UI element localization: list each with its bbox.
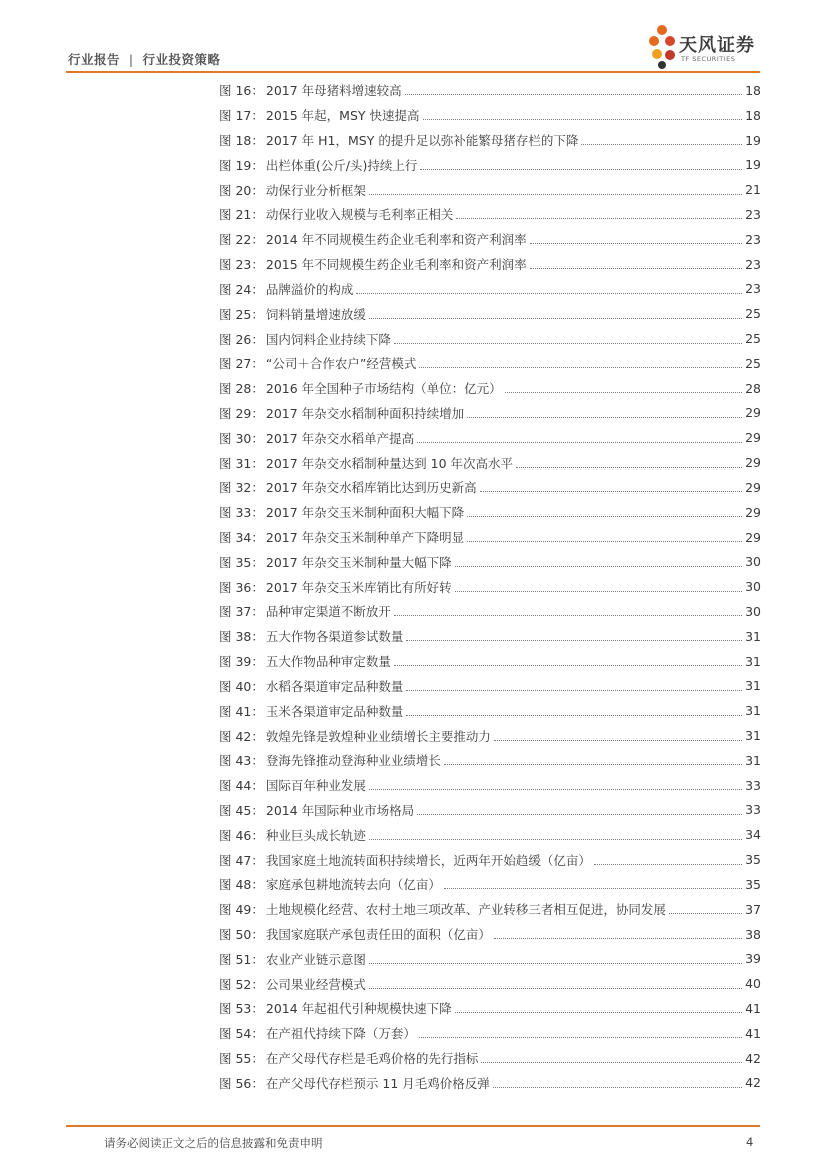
toc-entry[interactable] (219, 773, 761, 798)
toc-figure-title: 2014 年不同规模生药企业毛利率和资产利润率 (265, 232, 527, 248)
toc-dot-leader (455, 590, 742, 592)
toc-page-number: 37 (745, 901, 761, 917)
report-type: 行业报告 (68, 52, 121, 67)
toc-dot-leader (467, 515, 742, 517)
toc-dot-leader (369, 317, 742, 319)
toc-figure-title: 2017 年杂交水稻制种面积持续增加 (265, 405, 465, 421)
toc-dot-leader (369, 838, 742, 840)
toc-entry[interactable] (219, 425, 761, 450)
toc-page-number: 28 (745, 380, 761, 396)
toc-entry[interactable] (219, 922, 761, 947)
toc-page-number: 23 (745, 231, 761, 247)
toc-figure-title: 2017 年杂交水稻单产提高 (265, 430, 415, 446)
toc-dot-leader (419, 366, 742, 368)
toc-figure-title: 家庭承包耕地流转去向（亿亩） (265, 877, 441, 893)
toc-dot-leader (406, 689, 742, 691)
toc-dot-leader (530, 267, 742, 269)
toc-entry[interactable] (219, 847, 761, 872)
toc-entry[interactable] (219, 401, 761, 426)
toc-entry[interactable] (219, 177, 761, 202)
toc-figure-title: 2017 年杂交玉米库销比有所好转 (265, 579, 452, 595)
toc-dot-leader (530, 242, 742, 244)
toc-figure-title: 2015 年不同规模生药企业毛利率和资产利润率 (265, 257, 527, 273)
toc-entry[interactable] (219, 1071, 761, 1096)
toc-entry[interactable] (219, 376, 761, 401)
toc-entry[interactable] (219, 748, 761, 773)
toc-figure-title: 公司果业经营模式 (265, 976, 366, 992)
toc-figure-label: 图 39： (219, 654, 264, 670)
toc-figure-label: 图 44： (219, 778, 264, 794)
toc-figure-title: 2015 年起，MSY 快速提高 (265, 108, 420, 124)
toc-dot-leader (406, 639, 742, 641)
toc-entry[interactable] (219, 525, 761, 550)
toc-figure-title: 2017 年杂交玉米制种面积大幅下降 (265, 505, 465, 521)
toc-entry[interactable] (219, 872, 761, 897)
toc-page-number: 21 (745, 182, 761, 198)
toc-figure-label: 图 33： (219, 505, 264, 521)
toc-page-number: 29 (745, 455, 761, 471)
toc-dot-leader (444, 763, 742, 765)
toc-figure-label: 图 26： (219, 331, 264, 347)
toc-figure-title: 品牌溢价的构成 (265, 281, 354, 297)
page-header (0, 0, 827, 80)
toc-entry[interactable] (219, 500, 761, 525)
toc-figure-label: 图 38： (219, 629, 264, 645)
toc-entry[interactable] (219, 897, 761, 922)
toc-figure-title: 种业巨头成长轨迹 (265, 827, 366, 843)
toc-figure-label: 图 41： (219, 703, 264, 719)
toc-dot-leader (394, 664, 742, 666)
toc-figure-label: 图 51： (219, 951, 264, 967)
toc-figure-title: 2014 年起祖代引种规模快速下降 (265, 1001, 452, 1017)
header-divider (66, 71, 760, 73)
toc-entry[interactable] (219, 599, 761, 624)
toc-dot-leader (594, 863, 742, 865)
toc-page-number: 31 (745, 752, 761, 768)
toc-figure-title: 2016 年全国种子市场结构（单位：亿元） (265, 381, 502, 397)
toc-dot-leader (505, 391, 742, 393)
toc-figure-label: 图 56： (219, 1075, 264, 1091)
toc-figure-label: 图 47： (219, 852, 264, 868)
toc-entry[interactable] (219, 798, 761, 823)
toc-figure-title: 出栏体重(公斤/头)持续上行 (265, 157, 418, 173)
toc-figure-label: 图 43： (219, 753, 264, 769)
toc-dot-leader (481, 1061, 742, 1063)
toc-entry[interactable] (219, 128, 761, 153)
toc-figure-title: 品种审定渠道不断放开 (265, 604, 391, 620)
toc-dot-leader (456, 217, 742, 219)
toc-page-number: 38 (745, 926, 761, 942)
toc-dot-leader (494, 937, 742, 939)
toc-figure-label: 图 36： (219, 579, 264, 595)
toc-figure-title: 在产祖代持续下降（万套） (265, 1026, 416, 1042)
toc-figure-title: 动保行业收入规模与毛利率正相关 (265, 207, 454, 223)
toc-figure-title: 动保行业分析框架 (265, 182, 366, 198)
toc-page-number: 42 (745, 1075, 761, 1091)
footer-disclaimer: 请务必阅读正文之后的信息披露和免责申明 (104, 1136, 323, 1150)
toc-page-number: 29 (745, 529, 761, 545)
toc-figure-title: 国际百年种业发展 (265, 778, 366, 794)
toc-page-number: 19 (745, 157, 761, 173)
toc-figure-title: 饲料销量增速放缓 (265, 306, 366, 322)
header-separator: | (128, 52, 134, 67)
logo-english-name: TF SECURITIES (681, 55, 736, 63)
toc-figure-title: 国内饲料企业持续下降 (265, 331, 391, 347)
toc-figure-title: 五大作物各渠道参试数量 (265, 629, 404, 645)
toc-figure-label: 图 29： (219, 405, 264, 421)
toc-figure-label: 图 31： (219, 455, 264, 471)
toc-figure-title: 水稻各渠道审定品种数量 (265, 678, 404, 694)
toc-entry[interactable] (219, 946, 761, 971)
toc-dot-leader (406, 714, 742, 716)
toc-figure-label: 图 52： (219, 976, 264, 992)
toc-figure-label: 图 20： (219, 182, 264, 198)
toc-figure-label: 图 32： (219, 480, 264, 496)
toc-dot-leader (394, 614, 742, 616)
toc-page-number: 41 (745, 1025, 761, 1041)
toc-figure-title: 2017 年 H1，MSY 的提升足以弥补能繁母猪存栏的下降 (265, 133, 579, 149)
toc-figure-title: 在产父母代存栏是毛鸡价格的先行指标 (265, 1051, 479, 1067)
toc-entry[interactable] (219, 996, 761, 1021)
toc-page-number: 29 (745, 504, 761, 520)
toc-figure-label: 图 53： (219, 1001, 264, 1017)
toc-figure-title: 农业产业链示意图 (265, 951, 366, 967)
toc-figure-label: 图 46： (219, 827, 264, 843)
toc-figure-label: 图 34： (219, 530, 264, 546)
figure-table-of-contents (219, 78, 761, 1095)
footer-page-number: 4 (746, 1135, 754, 1149)
toc-dot-leader (369, 987, 742, 989)
toc-page-number: 29 (745, 430, 761, 446)
toc-dot-leader (467, 540, 742, 542)
toc-page-number: 39 (745, 951, 761, 967)
toc-page-number: 31 (745, 703, 761, 719)
toc-figure-label: 图 24： (219, 281, 264, 297)
toc-entry[interactable] (219, 202, 761, 227)
toc-page-number: 33 (745, 802, 761, 818)
toc-page-number: 18 (745, 107, 761, 123)
toc-page-number: 31 (745, 653, 761, 669)
toc-page-number: 30 (745, 603, 761, 619)
footer-divider (66, 1125, 760, 1127)
toc-dot-leader (669, 912, 742, 914)
tf-securities-logo (648, 22, 768, 72)
toc-figure-title: “公司＋合作农户”经营模式 (265, 356, 417, 372)
toc-figure-title: 登海先锋推动登海种业业绩增长 (265, 753, 441, 769)
report-category: 行业投资策略 (142, 52, 221, 67)
toc-dot-leader (356, 292, 742, 294)
toc-page-number: 34 (745, 827, 761, 843)
toc-page-number: 25 (745, 355, 761, 371)
toc-figure-title: 我国家庭联产承包责任田的面积（亿亩） (265, 927, 491, 943)
toc-entry[interactable] (219, 152, 761, 177)
toc-figure-label: 图 17： (219, 108, 264, 124)
toc-dot-leader (369, 788, 742, 790)
toc-entry[interactable] (219, 549, 761, 574)
toc-figure-title: 在产父母代存栏预示 11 月毛鸡价格反弹 (265, 1075, 490, 1091)
toc-dot-leader (369, 193, 742, 195)
toc-page-number: 23 (745, 206, 761, 222)
toc-page-number: 35 (745, 852, 761, 868)
toc-page-number: 23 (745, 281, 761, 297)
logo-flower-icon (648, 22, 680, 72)
toc-page-number: 19 (745, 132, 761, 148)
toc-figure-label: 图 50： (219, 927, 264, 943)
toc-dot-leader (417, 813, 742, 815)
toc-figure-title: 2017 年杂交水稻库销比达到历史新高 (265, 480, 477, 496)
toc-figure-label: 图 23： (219, 257, 264, 273)
toc-dot-leader (581, 143, 742, 145)
toc-entry[interactable] (219, 674, 761, 699)
toc-page-number: 30 (745, 554, 761, 570)
toc-entry[interactable] (219, 103, 761, 128)
toc-figure-label: 图 49： (219, 902, 264, 918)
toc-page-number: 25 (745, 306, 761, 322)
toc-entry[interactable] (219, 971, 761, 996)
toc-entry[interactable] (219, 723, 761, 748)
toc-dot-leader (516, 466, 742, 468)
toc-page-number: 31 (745, 628, 761, 644)
toc-entry[interactable] (219, 1021, 761, 1046)
toc-dot-leader (493, 1086, 742, 1088)
toc-figure-title: 2014 年国际种业市场格局 (265, 802, 415, 818)
toc-figure-title: 玉米各渠道审定品种数量 (265, 703, 404, 719)
toc-entry[interactable] (219, 822, 761, 847)
logo-chinese-name: 天风证券 (679, 35, 755, 56)
toc-entry[interactable] (219, 227, 761, 252)
toc-entry[interactable] (219, 326, 761, 351)
toc-figure-title: 我国家庭土地流转面积持续增长，近两年开始趋缓（亿亩） (265, 852, 591, 868)
toc-figure-label: 图 35： (219, 554, 264, 570)
toc-figure-label: 图 27： (219, 356, 264, 372)
toc-figure-title: 2017 年杂交玉米制种单产下降明显 (265, 530, 465, 546)
report-category-header (68, 50, 220, 68)
toc-page-number: 25 (745, 331, 761, 347)
toc-figure-label: 图 54： (219, 1026, 264, 1042)
toc-page-number: 33 (745, 777, 761, 793)
toc-dot-leader (455, 1011, 742, 1013)
toc-entry[interactable] (219, 649, 761, 674)
toc-page-number: 23 (745, 256, 761, 272)
toc-figure-label: 图 19： (219, 157, 264, 173)
toc-figure-label: 图 45： (219, 802, 264, 818)
toc-entry[interactable] (219, 301, 761, 326)
toc-page-number: 18 (745, 82, 761, 98)
toc-page-number: 29 (745, 405, 761, 421)
toc-figure-label: 图 18： (219, 133, 264, 149)
toc-figure-label: 图 21： (219, 207, 264, 223)
toc-dot-leader (467, 416, 742, 418)
toc-dot-leader (394, 342, 742, 344)
toc-dot-leader (455, 565, 742, 567)
toc-entry[interactable] (219, 252, 761, 277)
toc-figure-label: 图 16： (219, 83, 264, 99)
toc-dot-leader (405, 93, 742, 95)
toc-figure-label: 图 30： (219, 430, 264, 446)
toc-figure-title: 土地规模化经营、农村土地三项改革、产业转移三者相互促进，协同发展 (265, 902, 666, 918)
toc-figure-label: 图 40： (219, 678, 264, 694)
toc-entry[interactable] (219, 277, 761, 302)
toc-dot-leader (423, 118, 743, 120)
toc-figure-label: 图 37： (219, 604, 264, 620)
toc-figure-title: 2017 年杂交水稻制种量达到 10 年次高水平 (265, 455, 514, 471)
toc-figure-label: 图 55： (219, 1051, 264, 1067)
toc-dot-leader (494, 739, 742, 741)
toc-page-number: 41 (745, 1000, 761, 1016)
toc-figure-title: 敦煌先锋是敦煌种业业绩增长主要推动力 (265, 728, 491, 744)
toc-dot-leader (419, 1036, 742, 1038)
toc-entry[interactable] (219, 475, 761, 500)
toc-dot-leader (480, 490, 742, 492)
toc-dot-leader (417, 441, 742, 443)
toc-figure-label: 图 48： (219, 877, 264, 893)
toc-entry[interactable] (219, 624, 761, 649)
toc-entry[interactable] (219, 1046, 761, 1071)
toc-entry[interactable] (219, 78, 761, 103)
toc-figure-title: 2017 年母猪料增速较高 (265, 83, 402, 99)
toc-page-number: 42 (745, 1050, 761, 1066)
toc-figure-title: 2017 年杂交玉米制种量大幅下降 (265, 554, 452, 570)
toc-figure-label: 图 28： (219, 381, 264, 397)
toc-page-number: 31 (745, 728, 761, 744)
toc-figure-title: 五大作物品种审定数量 (265, 654, 391, 670)
toc-entry[interactable] (219, 574, 761, 599)
toc-entry[interactable] (219, 698, 761, 723)
toc-entry[interactable] (219, 450, 761, 475)
toc-entry[interactable] (219, 351, 761, 376)
toc-dot-leader (420, 168, 742, 170)
toc-dot-leader (369, 962, 742, 964)
toc-figure-label: 图 42： (219, 728, 264, 744)
toc-figure-label: 图 22： (219, 232, 264, 248)
toc-figure-label: 图 25： (219, 306, 264, 322)
toc-page-number: 40 (745, 976, 761, 992)
toc-page-number: 31 (745, 678, 761, 694)
toc-page-number: 35 (745, 876, 761, 892)
toc-page-number: 29 (745, 479, 761, 495)
toc-page-number: 30 (745, 579, 761, 595)
toc-dot-leader (444, 887, 742, 889)
